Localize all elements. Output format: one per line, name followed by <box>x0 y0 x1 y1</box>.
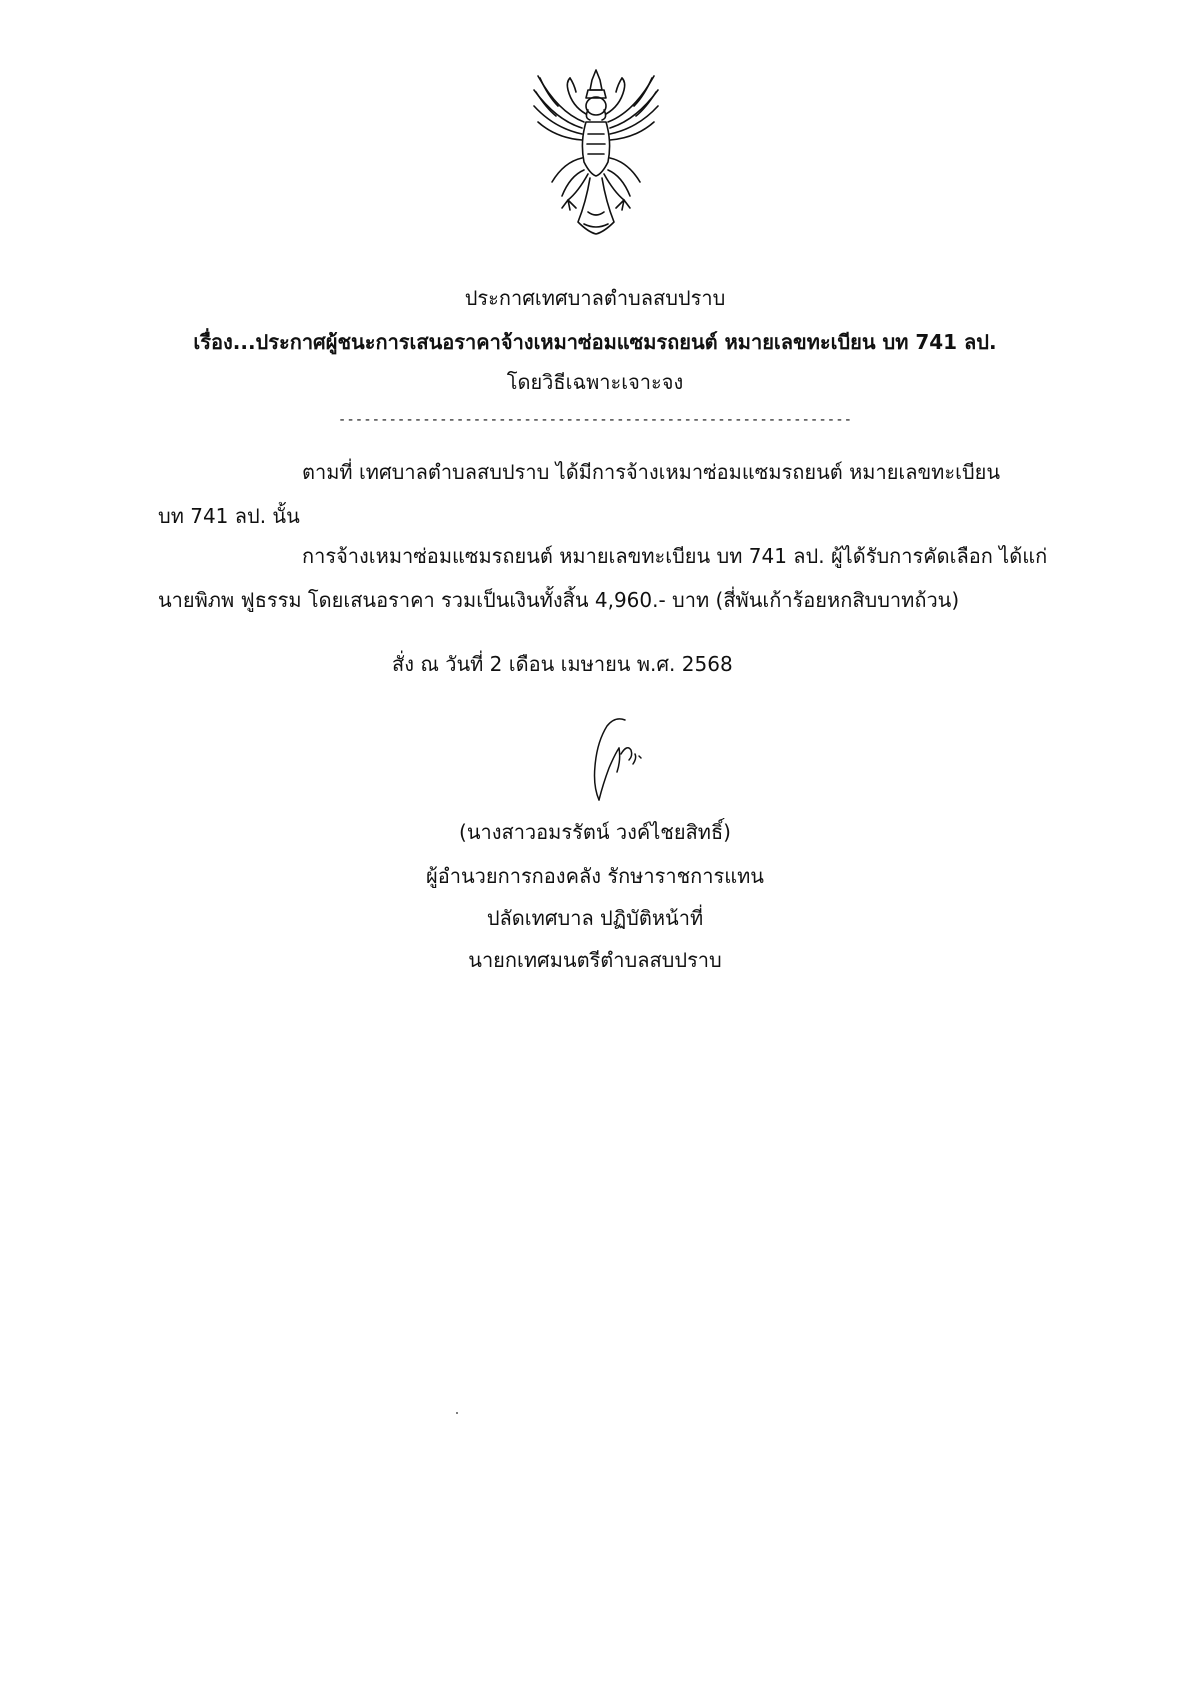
procurement-method: โดยวิธีเฉพาะเจาะจง <box>506 370 684 394</box>
section-divider: ------------------------------------------------------------- <box>337 412 853 428</box>
signatory-name: (นางสาวอมรรัตน์ วงค์ไชยสิทธิ์) <box>459 820 731 844</box>
garuda-emblem-icon <box>528 62 664 242</box>
signatory-position-1: ผู้อำนวยการกองคลัง รักษาราชการแทน <box>426 864 764 888</box>
handwritten-signature-icon <box>585 714 665 804</box>
signatory-position-3: นายกเทศมนตรีตำบลสบปราบ <box>468 948 722 972</box>
paragraph-2-line-2: นายพิภพ ฟูธรรม โดยเสนอราคา รวมเป็นเงินทั้งสิ้น 4,960.- บาท (สี่พันเก้าร้อยหกสิบบาทถ้วน) <box>158 588 960 612</box>
signatory-position-2: ปลัดเทศบาล ปฏิบัติหน้าที่ <box>486 906 704 930</box>
paragraph-2-line-1: การจ้างเหมาซ่อมแซมรถยนต์ หมายเลขทะเบียน บท 741 ลป. ผู้ได้รับการคัดเลือก ได้แก่ <box>302 544 1048 568</box>
announcement-title: ประกาศเทศบาลตำบลสบปราบ <box>464 286 726 310</box>
paragraph-1-line-2: บท 741 ลป. นั้น <box>158 504 300 528</box>
announcement-subject: เรื่อง...ประกาศผู้ชนะการเสนอราคาจ้างเหมาซ่อมแซมรถยนต์ หมายเลขทะเบียน บท 741 ลป. <box>193 330 997 354</box>
paragraph-1-line-1: ตามที่ เทศบาลตำบลสบปราบ ได้มีการจ้างเหมาซ่อมแซมรถยนต์ หมายเลขทะเบียน <box>302 460 1001 484</box>
order-date: สั่ง ณ วันที่ 2 เดือน เมษายน พ.ศ. 2568 <box>392 652 733 676</box>
scan-speck <box>456 1412 458 1414</box>
